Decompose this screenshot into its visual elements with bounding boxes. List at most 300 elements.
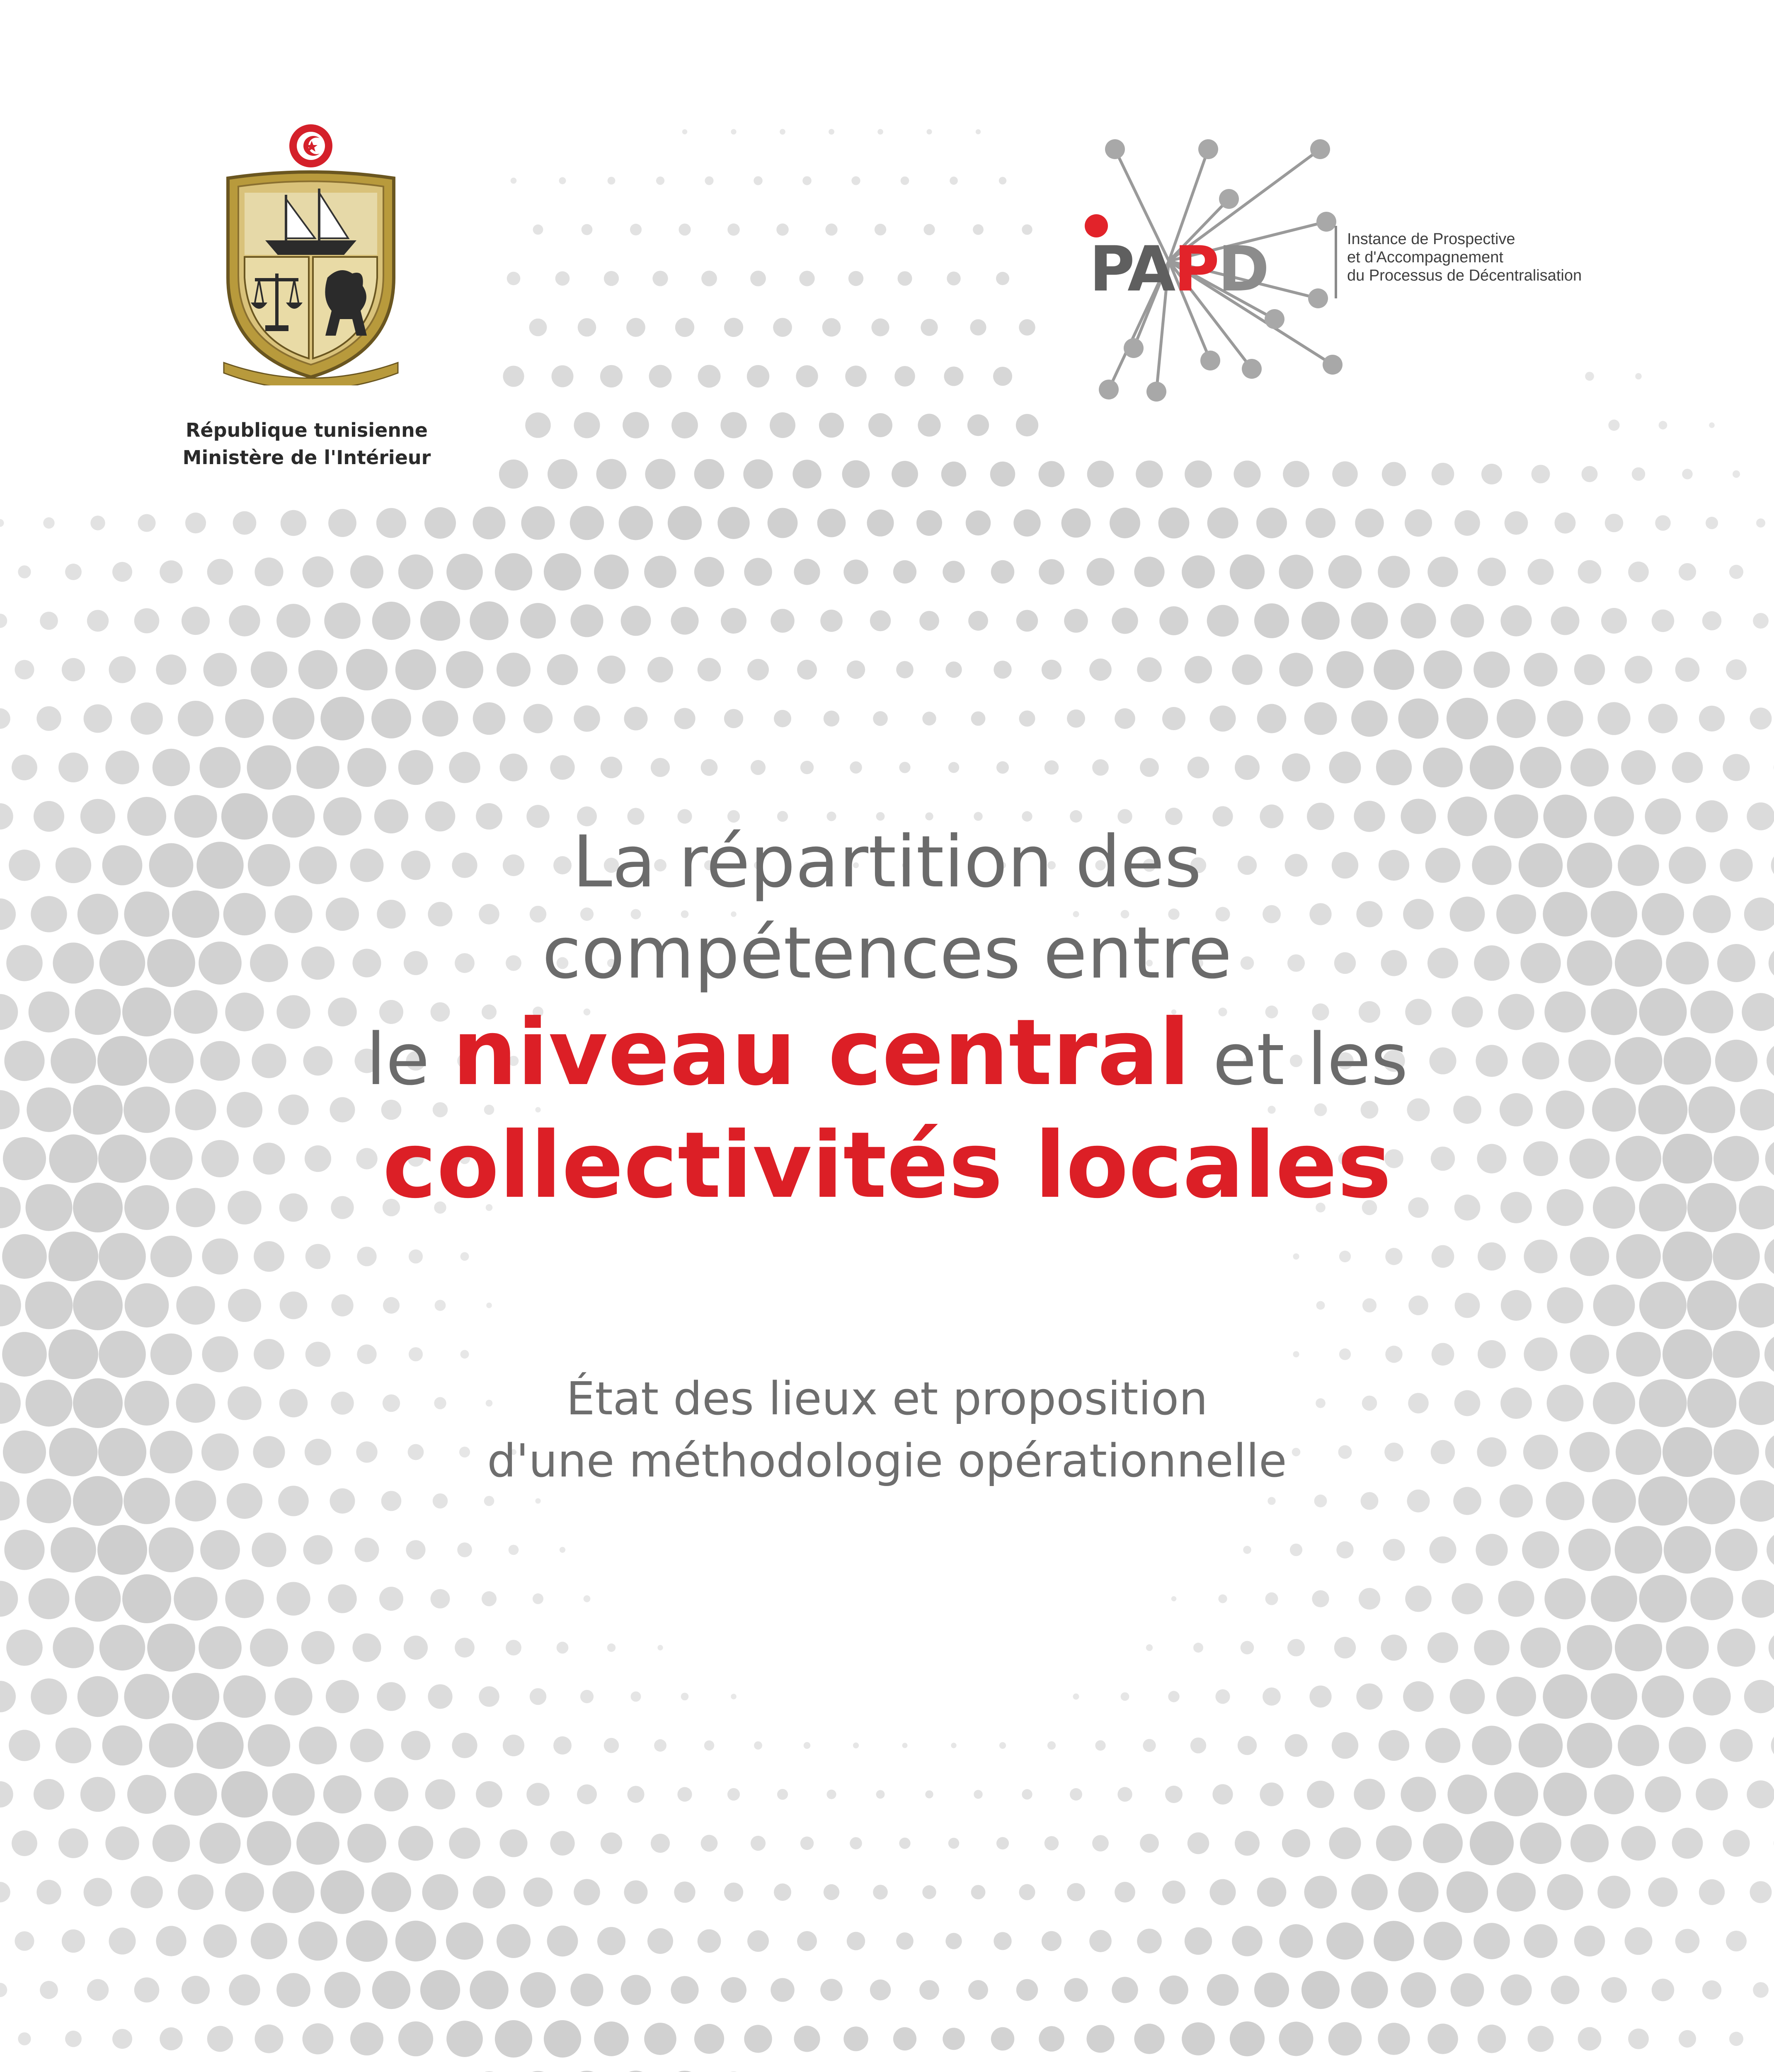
decorative-dot <box>124 1674 169 1719</box>
papd-letter-d: D <box>1218 233 1268 305</box>
decorative-dot <box>97 1525 147 1575</box>
decorative-dot <box>473 702 506 735</box>
decorative-dot <box>901 177 909 185</box>
decorative-dot <box>109 1928 136 1955</box>
decorative-dot <box>1663 1232 1712 1281</box>
decorative-dot <box>1362 1298 1377 1312</box>
decorative-dot <box>526 1783 550 1806</box>
decorative-dot <box>968 1980 988 2000</box>
decorative-dot <box>1497 1873 1536 1912</box>
decorative-dot <box>1432 1245 1454 1268</box>
decorative-dot <box>0 1681 16 1712</box>
decorative-dot <box>1648 1877 1677 1907</box>
decorative-dot <box>1086 558 1114 586</box>
decorative-dot <box>1263 1687 1281 1706</box>
decorative-dot <box>371 699 411 738</box>
decorative-dot <box>1339 1348 1351 1360</box>
decorative-dot <box>1615 1526 1663 1574</box>
decorative-dot <box>425 1779 456 1810</box>
decorative-dot <box>1401 1972 1436 2007</box>
decorative-dot <box>1585 372 1594 381</box>
decorative-dot <box>153 749 190 786</box>
decorative-dot <box>1690 1577 1733 1620</box>
decorative-dot <box>945 1933 962 1949</box>
decorative-dot <box>668 506 702 540</box>
decorative-dot <box>503 1735 524 1756</box>
decorative-dot <box>1374 1921 1414 1961</box>
decorative-dot <box>398 554 433 589</box>
decorative-dot <box>1087 461 1114 488</box>
decorative-dot <box>679 223 691 235</box>
decorative-dot <box>792 460 821 488</box>
decorative-dot <box>1750 1881 1772 1903</box>
decorative-dot <box>1089 658 1112 681</box>
decorative-dot <box>455 1638 475 1658</box>
decorative-dot <box>1547 1287 1583 1323</box>
decorative-dot <box>1470 1821 1514 1865</box>
decorative-dot <box>1578 2027 1602 2051</box>
decorative-dot <box>596 459 627 489</box>
decorative-dot <box>1121 1692 1129 1701</box>
decorative-dot <box>398 2021 433 2056</box>
decorative-dot <box>597 656 625 684</box>
decorative-dot <box>800 761 814 774</box>
decorative-dot <box>701 759 718 776</box>
decorative-dot <box>1597 1876 1630 1908</box>
decorative-dot <box>1750 708 1772 730</box>
decorative-dot <box>1215 1689 1230 1704</box>
decorative-dot <box>25 1282 73 1329</box>
decorative-dot <box>395 1921 436 1961</box>
decorative-dot <box>1687 1280 1737 1330</box>
decorative-dot <box>994 1932 1011 1950</box>
decorative-dot <box>1447 698 1488 739</box>
decorative-dot <box>1408 1295 1428 1315</box>
decorative-dot <box>1470 746 1514 789</box>
decorative-dot <box>1547 1874 1583 1910</box>
decorative-dot <box>509 1545 519 1555</box>
decorative-dot <box>0 1284 21 1326</box>
decorative-dot <box>1574 654 1605 685</box>
decorative-dot <box>446 2021 483 2057</box>
decorative-dot <box>1451 604 1484 638</box>
decorative-dot <box>1733 470 1740 478</box>
decorative-dot <box>449 1828 480 1859</box>
decorative-dot <box>371 1872 411 1912</box>
decorative-dot <box>1115 1882 1135 1903</box>
decorative-dot <box>182 1976 210 2004</box>
decorative-dot <box>770 412 795 438</box>
decorative-dot <box>621 1975 651 2005</box>
decorative-dot <box>1447 1774 1487 1814</box>
decorative-dot <box>1403 1681 1434 1712</box>
decorative-dot <box>557 1642 569 1654</box>
decorative-dot <box>1361 1492 1379 1510</box>
decorative-dot <box>1756 518 1765 528</box>
decorative-dot <box>584 1595 591 1602</box>
decorative-dot <box>654 1739 666 1752</box>
decorative-dot <box>1543 1674 1587 1719</box>
decorative-dot <box>604 271 619 286</box>
decorative-dot <box>1709 422 1715 428</box>
decorative-dot <box>207 559 233 585</box>
decorative-dot <box>422 1874 458 1910</box>
decorative-dot <box>131 1876 163 1908</box>
decorative-dot <box>1339 1251 1351 1262</box>
decorative-dot <box>727 1788 740 1801</box>
decorative-dot <box>530 1688 546 1705</box>
decorative-dot <box>1022 224 1032 235</box>
decorative-dot <box>698 365 721 388</box>
decorative-dot <box>156 1926 186 1956</box>
ministry-label: Ministère de l'Intérieur <box>182 446 431 469</box>
decorative-dot <box>176 1286 215 1324</box>
decorative-dot <box>1528 559 1554 585</box>
decorative-dot <box>694 459 725 489</box>
decorative-dot <box>15 660 34 680</box>
decorative-dot <box>744 2025 772 2053</box>
decorative-dot <box>777 1789 788 1800</box>
decorative-dot <box>1282 753 1310 782</box>
decorative-dot <box>298 1922 337 1961</box>
decorative-dot <box>56 1728 91 1763</box>
decorative-dot <box>247 746 291 790</box>
decorative-dot <box>1655 515 1671 531</box>
decorative-dot <box>482 1591 497 1606</box>
decorative-dot <box>533 1593 543 1604</box>
decorative-dot <box>90 516 105 530</box>
decorative-dot <box>48 1232 98 1281</box>
decorative-dot <box>122 1574 171 1623</box>
decorative-dot <box>577 1784 597 1804</box>
decorative-dot <box>276 1973 310 2007</box>
decorative-dot <box>202 1336 238 1372</box>
decorative-dot <box>1064 609 1088 633</box>
decorative-dot <box>870 610 891 631</box>
decorative-dot <box>1447 1871 1488 1913</box>
decorative-dot <box>1672 1828 1703 1859</box>
decorative-dot <box>31 1678 67 1714</box>
decorative-dot <box>1230 2021 1265 2056</box>
decorative-dot <box>751 760 766 775</box>
decorative-dot <box>223 1675 266 1718</box>
decorative-dot <box>433 1493 448 1508</box>
decorative-dot <box>229 1974 260 2005</box>
decorative-dot <box>254 2024 283 2053</box>
decorative-dot <box>744 558 772 586</box>
decorative-dot <box>694 2024 724 2054</box>
decorative-dot <box>1567 1723 1612 1768</box>
decorative-dot <box>727 223 740 236</box>
decorative-dot <box>553 1736 572 1755</box>
decorative-dot <box>845 366 867 387</box>
decorative-dot <box>724 1883 743 1902</box>
decorative-dot <box>347 1824 386 1863</box>
decorative-dot <box>1061 508 1091 538</box>
decorative-dot <box>1067 709 1085 728</box>
decorative-dot <box>379 1587 403 1611</box>
decorative-dot <box>1696 1778 1728 1810</box>
decorative-dot <box>1146 1644 1153 1651</box>
decorative-dot <box>1505 511 1528 535</box>
decorative-dot <box>574 412 600 438</box>
decorative-dot <box>1767 1531 1774 1569</box>
decorative-dot <box>1639 1282 1687 1329</box>
decorative-dot <box>1522 1531 1559 1569</box>
decorative-dot <box>1747 1780 1774 1808</box>
decorative-dot <box>1645 1776 1681 1812</box>
decorative-dot <box>301 1631 334 1664</box>
decorative-dot <box>1664 1526 1711 1573</box>
decorative-dot <box>853 1743 859 1748</box>
decorative-dot <box>328 509 356 537</box>
decorative-dot <box>945 661 962 678</box>
decorative-dot <box>1307 1781 1334 1808</box>
decorative-dot <box>674 708 695 729</box>
decorative-dot <box>18 2032 31 2045</box>
decorative-dot <box>1140 1834 1159 1853</box>
decorative-dot <box>1601 1977 1627 2003</box>
decorative-dot <box>570 604 603 637</box>
decorative-dot <box>1207 1974 1239 2006</box>
decorative-dot <box>754 176 763 185</box>
decorative-dot <box>1481 464 1502 484</box>
decorative-dot <box>0 1781 13 1808</box>
decorative-dot <box>677 1787 692 1801</box>
papd-letters-pa: PA <box>1089 233 1174 305</box>
decorative-dot <box>221 1771 268 1818</box>
decorative-dot <box>919 611 939 631</box>
decorative-dot <box>847 1932 865 1950</box>
decorative-dot <box>1679 563 1696 581</box>
decorative-dot <box>626 318 645 337</box>
decorative-dot <box>479 1686 499 1707</box>
decorative-dot <box>1652 610 1674 632</box>
decorative-dot <box>80 1777 115 1812</box>
decorative-dot <box>1159 606 1188 635</box>
decorative-dot <box>925 1790 933 1798</box>
decorative-dot <box>431 1589 450 1609</box>
decorative-dot <box>873 711 888 726</box>
decorative-dot <box>372 602 410 640</box>
decorative-dot <box>1642 1675 1684 1718</box>
decorative-dot <box>1764 1236 1774 1277</box>
decorative-dot <box>1290 1544 1302 1556</box>
decorative-dot <box>383 1297 400 1314</box>
decorative-dot <box>899 762 910 773</box>
decorative-dot <box>544 553 581 591</box>
decorative-dot <box>225 1873 264 1912</box>
decorative-dot <box>1669 1727 1706 1764</box>
decorative-dot <box>1574 1926 1605 1956</box>
decorative-dot <box>452 1733 477 1758</box>
decorative-dot <box>1287 1639 1305 1656</box>
decorative-dot <box>547 654 578 685</box>
decorative-dot <box>893 2027 916 2050</box>
decorative-dot <box>950 177 958 185</box>
decorative-dot <box>1405 1585 1432 1612</box>
decorative-dot <box>65 2031 82 2047</box>
decorative-dot <box>902 1743 908 1748</box>
decorative-dot <box>1137 657 1162 682</box>
decorative-dot <box>303 1535 332 1564</box>
ministry-caption <box>158 416 456 471</box>
decorative-dot <box>819 413 844 438</box>
decorative-dot <box>824 1884 839 1900</box>
decorative-dot <box>357 1344 376 1364</box>
decorative-dot <box>533 225 543 235</box>
decorative-dot <box>1450 1679 1485 1714</box>
decorative-dot <box>2 1234 47 1279</box>
decorative-dot <box>520 1972 556 2008</box>
decorative-dot <box>1494 1772 1538 1816</box>
decorative-dot <box>250 1629 288 1667</box>
decorative-dot <box>320 1870 364 1914</box>
decorative-dot <box>1209 705 1236 731</box>
decorative-dot <box>993 367 1012 386</box>
decorative-dot <box>62 658 85 681</box>
decorative-dot <box>476 1781 502 1808</box>
decorative-dot <box>156 654 186 685</box>
decorative-dot <box>346 1920 388 1962</box>
decorative-dot <box>875 224 886 235</box>
decorative-dot <box>87 1979 109 2001</box>
decorative-dot <box>1306 508 1335 538</box>
decorative-dot <box>51 1527 96 1573</box>
title-line-4: collectivités locales <box>382 1112 1392 1218</box>
decorative-dot <box>820 1979 843 2001</box>
decorative-dot <box>580 1690 594 1703</box>
decorative-dot <box>1720 1729 1752 1762</box>
decorative-dot <box>1256 508 1287 538</box>
decorative-dot <box>1578 560 1602 584</box>
decorative-dot <box>774 710 791 727</box>
decorative-dot <box>376 508 406 538</box>
subtitle-line-1: État des lieux et proposition <box>566 1372 1208 1425</box>
decorative-dot <box>570 506 604 540</box>
decorative-dot <box>1304 702 1337 735</box>
decorative-dot <box>53 1627 94 1668</box>
decorative-dot <box>1257 1878 1287 1907</box>
decorative-dot <box>1723 1830 1750 1857</box>
decorative-dot <box>1635 373 1641 379</box>
decorative-dot <box>822 318 841 337</box>
decorative-dot <box>1405 509 1432 537</box>
decorative-dot <box>1473 651 1510 688</box>
decorative-dot <box>656 177 664 185</box>
decorative-dot <box>422 701 458 737</box>
decorative-dot <box>105 750 139 784</box>
decorative-dot <box>160 560 183 583</box>
title-line-3-post: et les <box>1190 1018 1408 1101</box>
decorative-dot <box>657 1645 663 1650</box>
decorative-dot <box>1019 319 1035 336</box>
decorative-dot <box>1520 747 1561 788</box>
decorative-dot <box>1016 414 1038 436</box>
decorative-dot <box>174 1577 218 1621</box>
decorative-dot <box>511 178 517 184</box>
decorative-dot <box>99 1625 145 1670</box>
decorative-dot <box>847 661 865 679</box>
decorative-dot <box>797 1931 817 1951</box>
decorative-dot <box>1326 1922 1364 1960</box>
decorative-dot <box>999 177 1006 184</box>
decorative-dot <box>968 611 988 631</box>
decorative-dot <box>1293 1253 1299 1259</box>
decorative-dot <box>694 557 724 587</box>
decorative-dot <box>0 614 7 628</box>
decorative-dot <box>1455 1293 1480 1318</box>
decorative-dot <box>296 1822 339 1865</box>
decorative-dot <box>1378 2023 1410 2055</box>
decorative-dot <box>1254 603 1289 638</box>
decorative-dot <box>966 511 991 535</box>
papd-letter-p: P <box>1174 233 1218 305</box>
decorative-dot <box>199 1823 240 1864</box>
decorative-dot <box>1301 602 1340 640</box>
decorative-dot <box>1567 1625 1612 1670</box>
decorative-dot <box>893 560 916 583</box>
decorative-dot <box>1073 1694 1079 1700</box>
decorative-dot <box>1432 1343 1454 1366</box>
decorative-dot <box>112 2029 132 2049</box>
decorative-dot <box>802 176 812 185</box>
decorative-dot <box>721 1977 746 2003</box>
decorative-dot <box>1570 748 1609 787</box>
decorative-dot <box>374 1777 408 1811</box>
decorative-dot <box>149 1723 194 1768</box>
decorative-dot <box>1753 1982 1769 1998</box>
decorative-dot <box>497 1924 531 1958</box>
decorative-dot <box>1067 1883 1085 1901</box>
decorative-dot <box>499 1829 527 1857</box>
decorative-dot <box>1188 757 1209 779</box>
decorative-dot <box>873 1885 888 1900</box>
decorative-dot <box>1476 1534 1507 1566</box>
decorative-dot <box>674 1881 695 1903</box>
document-title <box>0 816 1774 1217</box>
decorative-dot <box>1382 462 1406 486</box>
decorative-dot <box>1693 1677 1730 1715</box>
decorative-dot <box>1427 2024 1458 2054</box>
decorative-dot <box>1235 755 1260 780</box>
decorative-dot <box>578 318 596 337</box>
title-highlight: niveau central <box>452 1000 1190 1106</box>
decorative-dot <box>1726 1931 1747 1951</box>
decorative-dot <box>1039 559 1064 585</box>
decorative-dot <box>228 1289 261 1322</box>
decorative-dot <box>651 1834 670 1853</box>
decorative-dot <box>435 1300 446 1311</box>
decorative-dot <box>1374 649 1414 690</box>
decorative-dot <box>324 603 360 639</box>
decorative-dot <box>172 1673 219 1720</box>
decorative-dot <box>1328 555 1362 589</box>
decorative-dot <box>892 461 918 487</box>
decorative-dot <box>428 1684 452 1709</box>
decorative-dot <box>607 1644 616 1652</box>
decorative-dot <box>1520 1823 1561 1864</box>
decorative-dot <box>1385 1248 1402 1265</box>
decorative-dot <box>771 1978 795 2002</box>
decorative-dot <box>747 659 769 680</box>
decorative-dot <box>305 1244 331 1269</box>
decorative-dot <box>944 366 963 386</box>
decorative-dot <box>1112 608 1138 634</box>
decorative-dot <box>12 755 37 780</box>
decorative-dot <box>323 1775 361 1813</box>
decorative-dot <box>768 508 798 538</box>
